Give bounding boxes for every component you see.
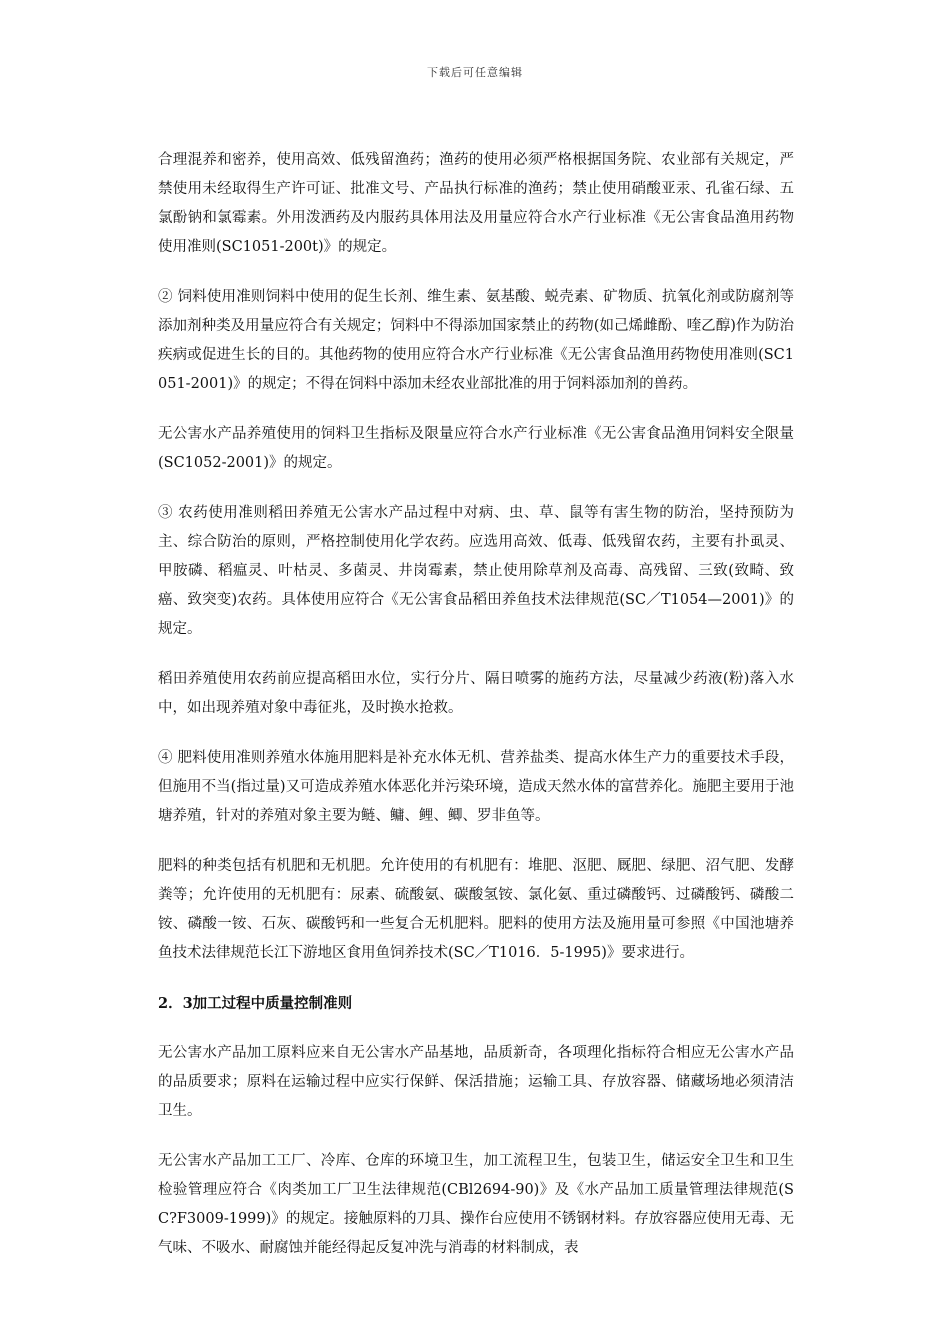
- paragraph-fertilizer-guidelines: ④ 肥料使用准则养殖水体施用肥料是补充水体无机、营养盐类、提高水体生产力的重要技术手段，但施用不当(指过量)又可造成养殖水体恶化并污染环境，造成天然水体的富营养化。施肥主要用于池塘养殖，针对的养殖对象主要为鲢、鳙、鲤、鲫、罗非鱼等。: [158, 750, 794, 824]
- paragraph-feed-hygiene: 无公害水产品养殖使用的饲料卫生指标及限量应符合水产行业标准《无公害食品渔用饲料安全限量(SC1052-2001)》的规定。: [158, 426, 794, 471]
- section-heading: 2．3加工过程中质量控制准则: [158, 995, 353, 1012]
- paragraph-fertilizer-types: 肥料的种类包括有机肥和无机肥。允许使用的有机肥有：堆肥、沤肥、厩肥、绿肥、沼气肥、发酵粪等；允许使用的无机肥有：尿素、硫酸氨、碳酸氢铵、氯化氨、重过磷酸钙、过磷酸钙、磷酸二铵、磷酸一铵、石灰、碳酸钙和一些复合无机肥料。肥料的使用方法及施用量可参照《中国池塘养鱼技术法律规范长江下游地区食用鱼饲养技术(SC／T1016．5-1995)》要求进行。: [158, 858, 794, 961]
- paragraph-pesticide-guidelines: ③ 农药使用准则稻田养殖无公害水产品过程中对病、虫、草、鼠等有害生物的防治，坚持预防为主、综合防治的原则，严格控制使用化学农药。应选用高效、低毒、低残留农药，主要有扑虱灵、甲胺磷、稻瘟灵、叶枯灵、多菌灵、井岗霉素，禁止使用除草剂及高毒、高残留、三致(致畸、致癌、致突变)农药。具体使用应符合《无公害食品稻田养鱼技术法律规范(SC／T1054—2001)》的规定。: [158, 505, 794, 637]
- paragraph-pesticide-application: 稻田养殖使用农药前应提高稻田水位，实行分片、隔日喷雾的施药方法，尽量减少药液(粉)落入水中，如出现养殖对象中毒征兆，及时换水抢救。: [158, 671, 794, 716]
- paragraph-processing-raw-materials: 无公害水产品加工原料应来自无公害水产品基地，品质新奇，各项理化指标符合相应无公害水产品的品质要求；原料在运输过程中应实行保鲜、保活措施；运输工具、存放容器、储藏场地必须清洁卫生。: [158, 1045, 794, 1119]
- page-header: 下载后可任意编辑: [427, 66, 523, 79]
- paragraph-fishery-drugs: 合理混养和密养，使用高效、低残留渔药；渔药的使用必须严格根据国务院、农业部有关规定，严禁使用未经取得生产许可证、批准文号、产品执行标准的渔药；禁止使用硝酸亚汞、孔雀石绿、五氯酚钠和氯霉素。外用泼洒药及内服药具体用法及用量应符合水产行业标准《无公害食品渔用药物使用准则(SC1051-200t)》的规定。: [158, 152, 794, 255]
- paragraph-processing-hygiene: 无公害水产品加工工厂、冷库、仓库的环境卫生，加工流程卫生，包装卫生，储运安全卫生和卫生检验管理应符合《肉类加工厂卫生法律规范(CBl2694-90)》及《水产品加工质量管理法律规范(SC?F3009-1999)》的规定。接触原料的刀具、操作台应使用不锈钢材料。存放容器应使用无毒、无气味、不吸水、耐腐蚀并能经得起反复冲洗与消毒的材料制成，表: [158, 1153, 794, 1256]
- paragraph-feed-guidelines: ② 饲料使用准则饲料中使用的促生长剂、维生素、氨基酸、蜕壳素、矿物质、抗氧化剂或防腐剂等添加剂种类及用量应符合有关规定；饲料中不得添加国家禁止的药物(如己烯雌酚、喹乙醇)作为防治疾病或促进生长的目的。其他药物的使用应符合水产行业标准《无公害食品渔用药物使用准则(SC1051-2001)》的规定；不得在饲料中添加未经农业部批准的用于饲料添加剂的兽药。: [158, 289, 794, 392]
- document-body: [158, 146, 794, 1284]
